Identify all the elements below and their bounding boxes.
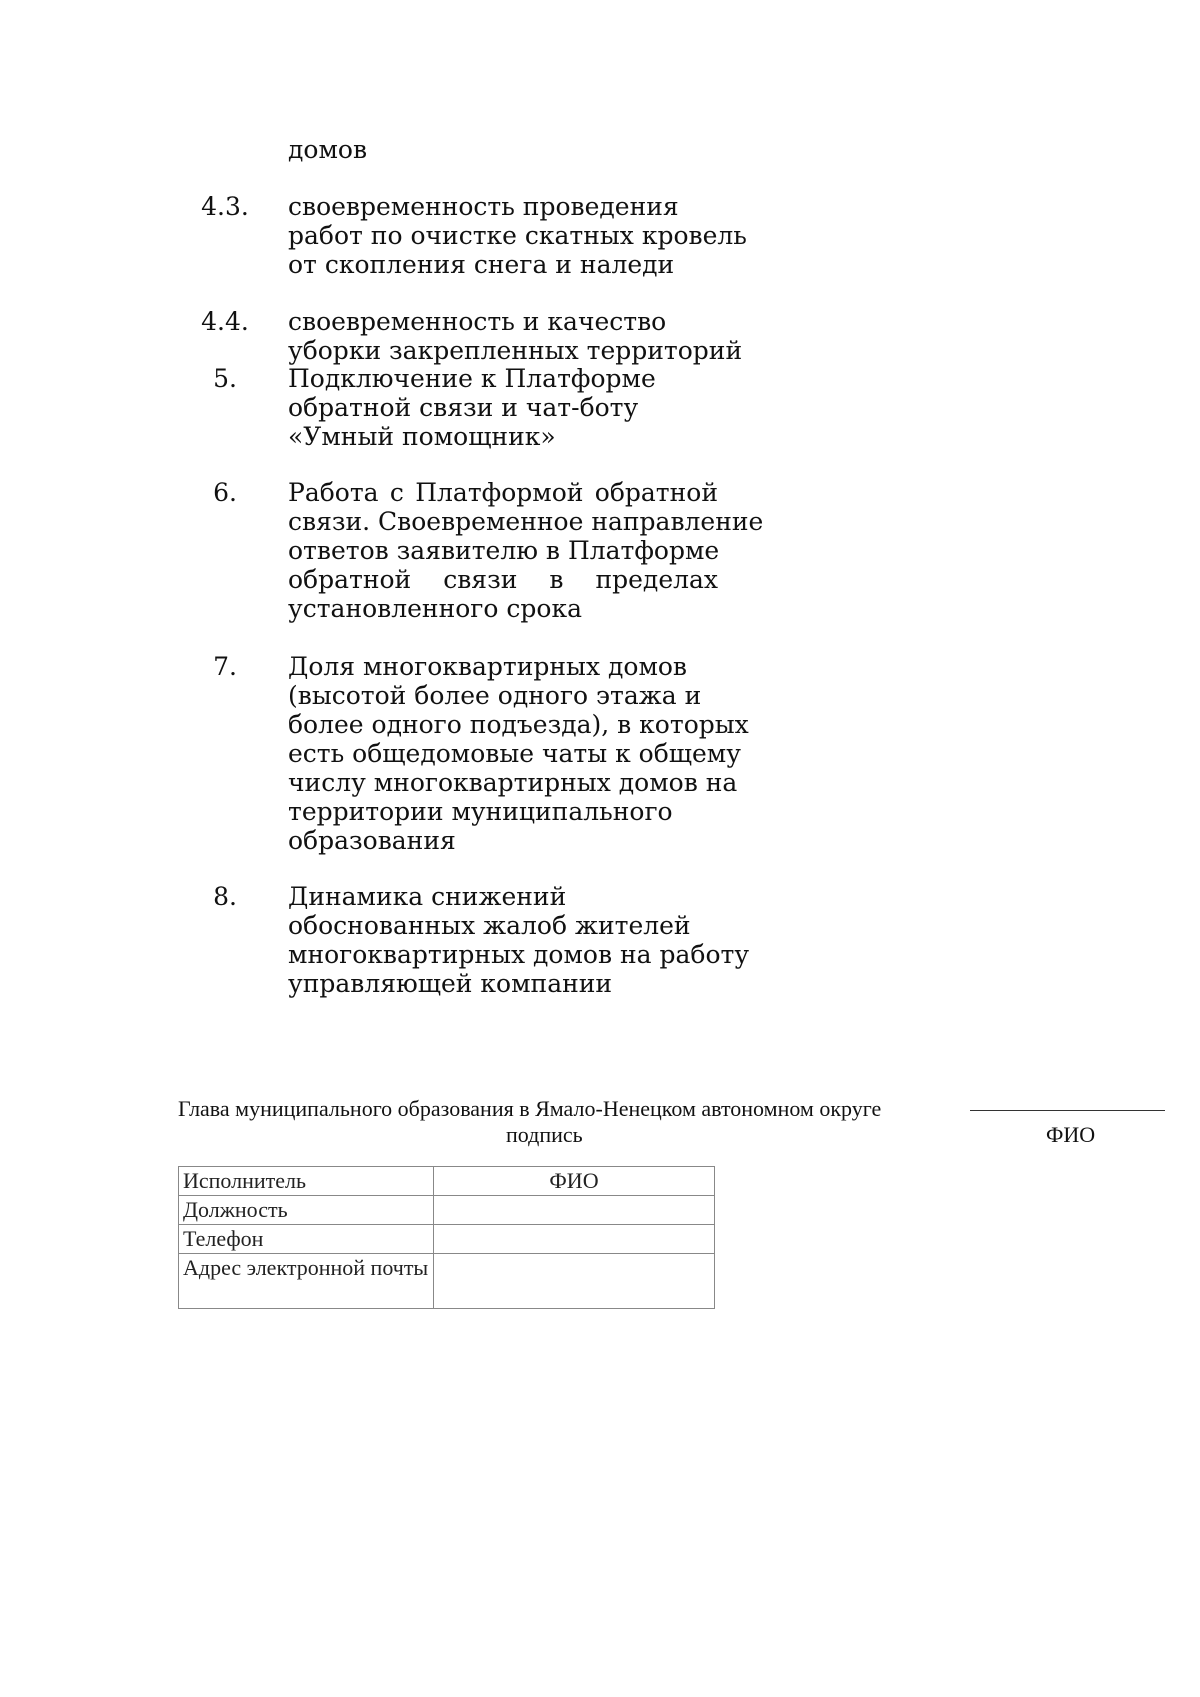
item-text [288, 478, 764, 623]
item-text [288, 135, 367, 164]
item-line: обратной связи в пределах [288, 565, 718, 594]
table-cell-label: Телефон [179, 1225, 434, 1254]
item-line: уборки закрепленных территорий [288, 336, 743, 365]
table-cell-label: Исполнитель [179, 1167, 434, 1196]
item-line: Подключение к Платформе [288, 364, 656, 393]
item-line: домов [288, 135, 368, 164]
item-line: многоквартирных домов на работу [288, 940, 750, 969]
signature-line [970, 1110, 1165, 1111]
item-number: 4.4. [201, 307, 249, 336]
item-line: «Умный помощник» [288, 422, 556, 451]
item-line: (высотой более одного этажа и [288, 681, 702, 710]
item-number: 4.3. [201, 192, 249, 221]
item-text [288, 307, 742, 365]
item-number: 6. [213, 478, 237, 507]
item-line: Работа с Платформой обратной [288, 478, 718, 507]
table-row [179, 1196, 715, 1225]
signature-title: Глава муниципального образования в Ямало-Ненецком автономном округе [178, 1096, 882, 1121]
table-cell-value [434, 1254, 715, 1309]
item-line: обратной связи и чат-боту [288, 393, 639, 422]
table-cell-value: ФИО [434, 1167, 715, 1196]
table-cell-label: Адрес электронной почты [179, 1254, 434, 1309]
signature-caption: подпись [506, 1122, 583, 1147]
table-row [179, 1167, 715, 1196]
item-line: работ по очистке скатных кровель [288, 221, 747, 250]
item-line: управляющей компании [288, 969, 613, 998]
name-caption: ФИО [1046, 1122, 1096, 1147]
item-line: числу многоквартирных домов на [288, 768, 738, 797]
item-text [288, 192, 747, 279]
table-cell-label: Должность [179, 1196, 434, 1225]
item-line: образования [288, 826, 456, 855]
item-line: связи. Своевременное направление [288, 507, 764, 536]
item-line: Доля многоквартирных домов [288, 652, 688, 681]
item-line: своевременность проведения [288, 192, 679, 221]
item-line: своевременность и качество [288, 307, 667, 336]
item-line: территории муниципального [288, 797, 673, 826]
table-row [179, 1225, 715, 1254]
table-cell-value [434, 1196, 715, 1225]
item-line: есть общедомовые чаты к общему [288, 739, 741, 768]
item-line: обоснованных жалоб жителей [288, 911, 691, 940]
table-cell-value [434, 1225, 715, 1254]
item-number: 5. [213, 364, 237, 393]
item-number: 7. [213, 652, 237, 681]
item-line: более одного подъезда), в которых [288, 710, 749, 739]
item-line: от скопления снега и наледи [288, 250, 675, 279]
executor-table [178, 1166, 715, 1309]
item-line: установленного срока [288, 594, 582, 623]
table-row [179, 1254, 715, 1309]
item-number: 8. [213, 882, 237, 911]
item-text [288, 652, 749, 855]
item-line: ответов заявителю в Платформе [288, 536, 720, 565]
item-text [288, 882, 749, 998]
item-line: Динамика снижений [288, 882, 567, 911]
item-text [288, 364, 656, 451]
